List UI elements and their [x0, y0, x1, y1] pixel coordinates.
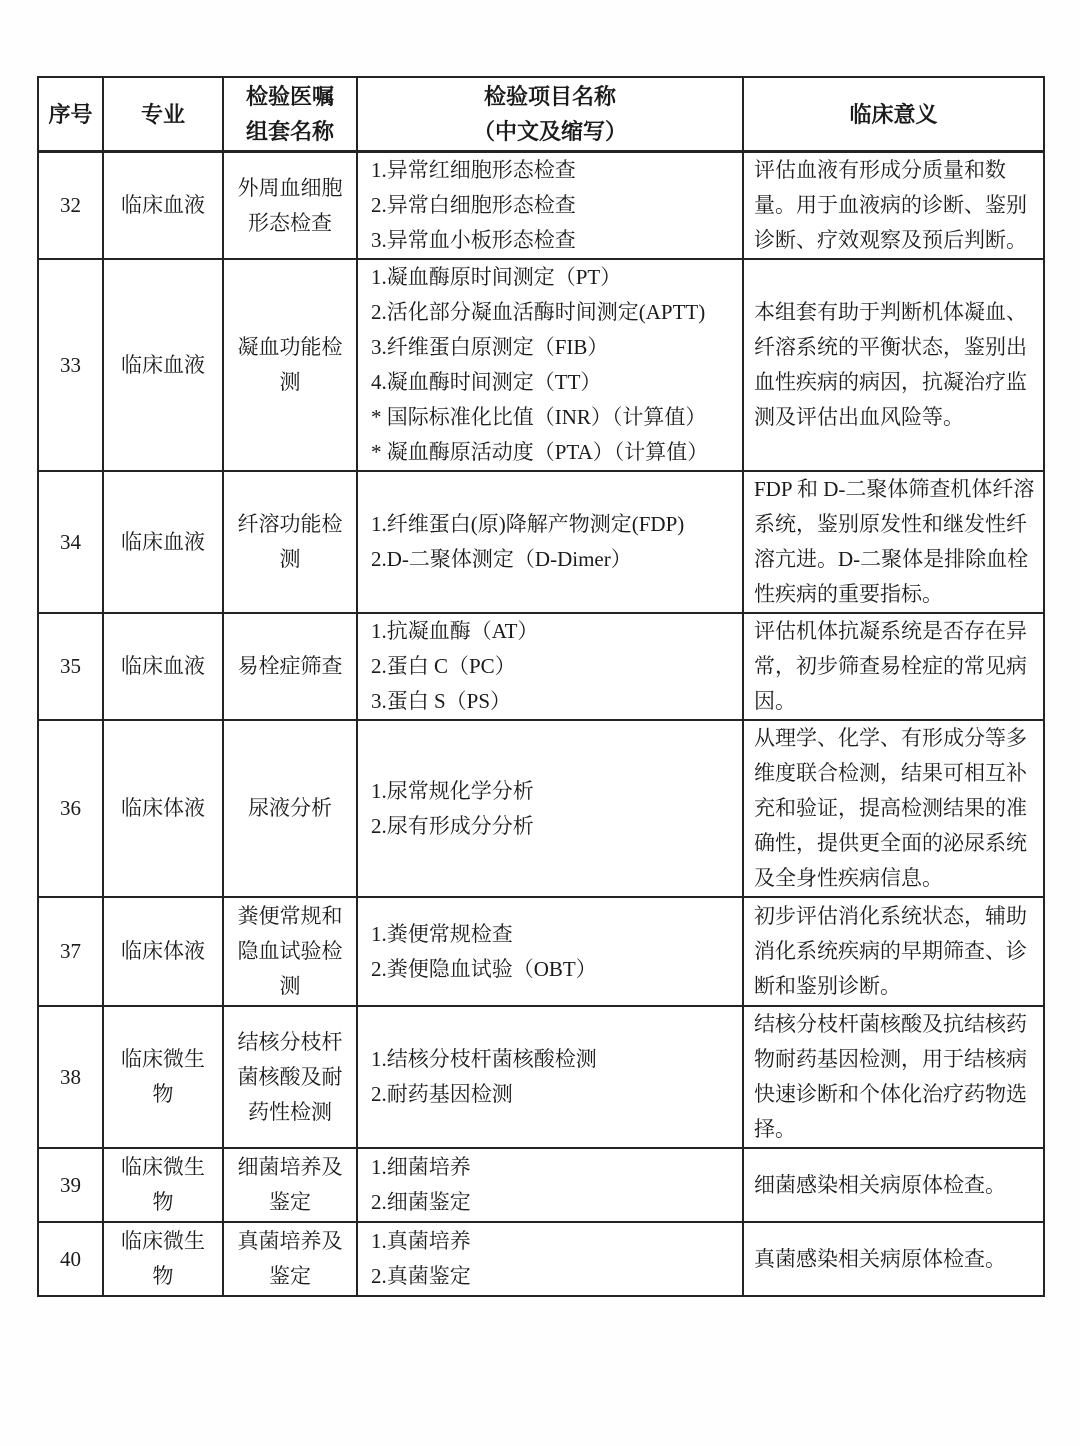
- text-line: 凝血功能检: [237, 335, 343, 359]
- cell-package-name: [223, 471, 357, 613]
- text-line: 1.尿常规化学分析: [371, 778, 534, 803]
- header-test-items: [357, 77, 743, 152]
- text-line: 1.抗凝血酶（AT）: [371, 619, 539, 643]
- table-row: [38, 259, 1044, 471]
- cell-clinical-significance: [743, 1222, 1044, 1296]
- text-line: 快速诊断和个体化治疗药物选: [754, 1082, 1027, 1106]
- text-line: 物: [152, 1264, 174, 1288]
- text-line: 临床血液: [121, 352, 205, 377]
- text-line: 2.活化部分凝血活酶时间测定(APTT): [371, 300, 706, 324]
- cell-seq-no: 33: [38, 259, 103, 471]
- cell-clinical-significance: [743, 259, 1044, 471]
- text-line: 1.异常红细胞形态检查: [371, 158, 576, 182]
- table-row: [38, 613, 1044, 720]
- cell-specialty: [103, 1222, 223, 1296]
- text-line: 菌核酸及耐: [237, 1064, 343, 1089]
- text-line: 药性检测: [248, 1099, 332, 1124]
- cell-clinical-significance: [743, 1006, 1044, 1148]
- text-line: * 凝血酶原活动度（PTA）（计算值）: [371, 440, 709, 464]
- header-line: 检验项目名称: [483, 84, 616, 109]
- cell-specialty: [103, 259, 223, 471]
- cell-seq-no: 34: [38, 471, 103, 613]
- text-line: 消化系统疾病的早期筛查、诊: [754, 939, 1027, 963]
- text-line: 充和验证，提高检测结果的准: [754, 796, 1027, 820]
- table-row: [38, 897, 1044, 1006]
- text-line: 血性疾病的病因，抗凝治疗监: [754, 370, 1027, 394]
- text-line: 3.纤维蛋白原测定（FIB）: [371, 335, 609, 359]
- text-line: 断和鉴别诊断。: [754, 974, 901, 998]
- text-line: 测及评估出血风险等。: [754, 405, 964, 429]
- text-line: 及全身性疾病信息。: [754, 866, 943, 890]
- text-line: 因。: [754, 689, 796, 713]
- cell-test-items: [357, 1222, 743, 1296]
- cell-seq-no: 36: [38, 720, 103, 897]
- text-line: 临床血液: [121, 529, 205, 554]
- text-line: 临床血液: [121, 654, 205, 678]
- text-line: 2.真菌鉴定: [371, 1264, 471, 1288]
- table-row: [38, 1222, 1044, 1296]
- cell-seq-no: 39: [38, 1148, 103, 1222]
- text-line: 物耐药基因检测，用于结核病: [754, 1047, 1027, 1071]
- cell-clinical-significance: [743, 897, 1044, 1006]
- text-line: 真菌感染相关病原体检查。: [754, 1246, 1006, 1271]
- text-line: 3.蛋白 S（PS）: [371, 689, 512, 713]
- cell-clinical-significance: [743, 613, 1044, 720]
- table-row: [38, 720, 1044, 897]
- text-line: 1.结核分枝杆菌核酸检测: [371, 1047, 597, 1071]
- text-line: 1.细菌培养: [371, 1155, 471, 1179]
- cell-specialty: [103, 152, 223, 260]
- text-line: 粪便常规和: [237, 904, 343, 928]
- text-line: 1.纤维蛋白(原)降解产物测定(FDP): [371, 512, 685, 536]
- text-line: 测: [279, 974, 301, 998]
- cell-test-items: [357, 1006, 743, 1148]
- text-line: 评估血液有形成分质量和数: [754, 158, 1006, 182]
- cell-package-name: [223, 613, 357, 720]
- text-line: 3.异常血小板形态检查: [371, 228, 576, 252]
- text-line: 确性，提供更全面的泌尿系统: [754, 831, 1027, 855]
- text-line: 结核分枝杆菌核酸及抗结核药: [754, 1012, 1027, 1036]
- text-line: 1.真菌培养: [371, 1229, 471, 1253]
- text-line: 初步评估消化系统状态，辅助: [754, 904, 1027, 928]
- cell-specialty: [103, 613, 223, 720]
- text-line: 2.D-二聚体测定（D-Dimer）: [371, 547, 632, 571]
- text-line: 细菌感染相关病原体检查。: [754, 1172, 1006, 1197]
- cell-seq-no: 38: [38, 1006, 103, 1148]
- cell-specialty: [103, 1148, 223, 1222]
- cell-test-items: [357, 152, 743, 260]
- cell-package-name: [223, 1148, 357, 1222]
- text-line: 临床微生: [121, 1155, 205, 1179]
- table-row: [38, 152, 1044, 260]
- cell-specialty: [103, 471, 223, 613]
- text-line: 择。: [754, 1117, 796, 1141]
- table-header-row: [38, 77, 1044, 152]
- text-line: 系统，鉴别原发性和继发性纤: [754, 512, 1027, 536]
- text-line: 1.粪便常规检查: [371, 921, 513, 946]
- text-line: 2.尿有形成分分析: [371, 813, 534, 838]
- cell-seq-no: 37: [38, 897, 103, 1006]
- table-body: [38, 152, 1044, 1297]
- text-line: 2.异常白细胞形态检查: [371, 193, 576, 217]
- table-row: [38, 1148, 1044, 1222]
- header-package-name: [223, 77, 357, 152]
- cell-clinical-significance: [743, 720, 1044, 897]
- text-line: * 国际标准化比值（INR）（计算值）: [371, 405, 707, 429]
- cell-seq-no: 32: [38, 152, 103, 260]
- text-line: 常，初步筛查易栓症的常见病: [754, 654, 1027, 678]
- cell-seq-no: 40: [38, 1222, 103, 1296]
- text-line: 物: [152, 1082, 174, 1106]
- text-line: 4.凝血酶时间测定（TT）: [371, 370, 602, 394]
- cell-package-name: [223, 1222, 357, 1296]
- cell-specialty: [103, 1006, 223, 1148]
- text-line: 临床血液: [121, 193, 205, 217]
- text-line: 细菌培养及: [237, 1155, 343, 1179]
- table-row: [38, 1006, 1044, 1148]
- cell-package-name: [223, 720, 357, 897]
- cell-test-items: [357, 471, 743, 613]
- text-line: 真菌培养及: [237, 1229, 343, 1253]
- text-line: 诊断、疗效观察及预后判断。: [754, 228, 1027, 252]
- text-line: 测: [279, 370, 301, 394]
- text-line: 尿液分析: [248, 796, 332, 820]
- cell-test-items: [357, 259, 743, 471]
- cell-seq-no: 35: [38, 613, 103, 720]
- text-line: 临床体液: [121, 939, 205, 963]
- cell-test-items: [357, 720, 743, 897]
- text-line: 鉴定: [269, 1190, 311, 1214]
- header-specialty: 专业: [103, 77, 223, 152]
- text-line: FDP 和 D-二聚体筛查机体纤溶: [754, 477, 1035, 501]
- cell-clinical-significance: [743, 1148, 1044, 1222]
- header-seq-no: 序号: [38, 77, 103, 152]
- text-line: 结核分枝杆: [237, 1029, 343, 1054]
- text-line: 易栓症筛查: [237, 654, 343, 678]
- text-line: 临床体液: [121, 796, 205, 820]
- cell-test-items: [357, 1148, 743, 1222]
- lab-test-order-table: [37, 76, 1045, 1297]
- text-line: 溶亢进。D-二聚体是排除血栓: [754, 547, 1029, 571]
- cell-clinical-significance: [743, 152, 1044, 260]
- text-line: 2.细菌鉴定: [371, 1190, 471, 1214]
- text-line: 鉴定: [269, 1264, 311, 1288]
- cell-package-name: [223, 152, 357, 260]
- cell-specialty: [103, 897, 223, 1006]
- text-line: 纤溶系统的平衡状态，鉴别出: [754, 335, 1027, 359]
- cell-clinical-significance: [743, 471, 1044, 613]
- header-line: （中文及缩写）: [472, 119, 627, 144]
- header-clinical-significance: 临床意义: [743, 77, 1044, 152]
- text-line: 临床微生: [121, 1229, 205, 1253]
- cell-package-name: [223, 1006, 357, 1148]
- text-line: 临床微生: [121, 1047, 205, 1071]
- text-line: 评估机体抗凝系统是否存在异: [754, 619, 1027, 643]
- text-line: 2.耐药基因检测: [371, 1082, 513, 1106]
- text-line: 从理学、化学、有形成分等多: [754, 726, 1027, 750]
- text-line: 性疾病的重要指标。: [754, 582, 943, 606]
- text-line: 形态检查: [248, 210, 332, 235]
- text-line: 维度联合检测，结果可相互补: [754, 761, 1027, 785]
- cell-test-items: [357, 897, 743, 1006]
- header-line: 检验医嘱: [245, 84, 334, 109]
- text-line: 本组套有助于判断机体凝血、: [754, 300, 1027, 324]
- table-row: [38, 471, 1044, 613]
- text-line: 纤溶功能检: [237, 512, 343, 536]
- cell-test-items: [357, 613, 743, 720]
- header-line: 组套名称: [245, 119, 334, 144]
- cell-package-name: [223, 259, 357, 471]
- cell-specialty: [103, 720, 223, 897]
- text-line: 外周血细胞: [237, 175, 343, 200]
- text-line: 隐血试验检: [237, 939, 343, 963]
- text-line: 2.粪便隐血试验（OBT）: [371, 956, 597, 981]
- text-line: 1.凝血酶原时间测定（PT）: [371, 265, 622, 289]
- cell-package-name: [223, 897, 357, 1006]
- text-line: 测: [279, 547, 301, 571]
- text-line: 2.蛋白 C（PC）: [371, 654, 516, 678]
- text-line: 物: [152, 1190, 174, 1214]
- text-line: 量。用于血液病的诊断、鉴别: [754, 193, 1027, 217]
